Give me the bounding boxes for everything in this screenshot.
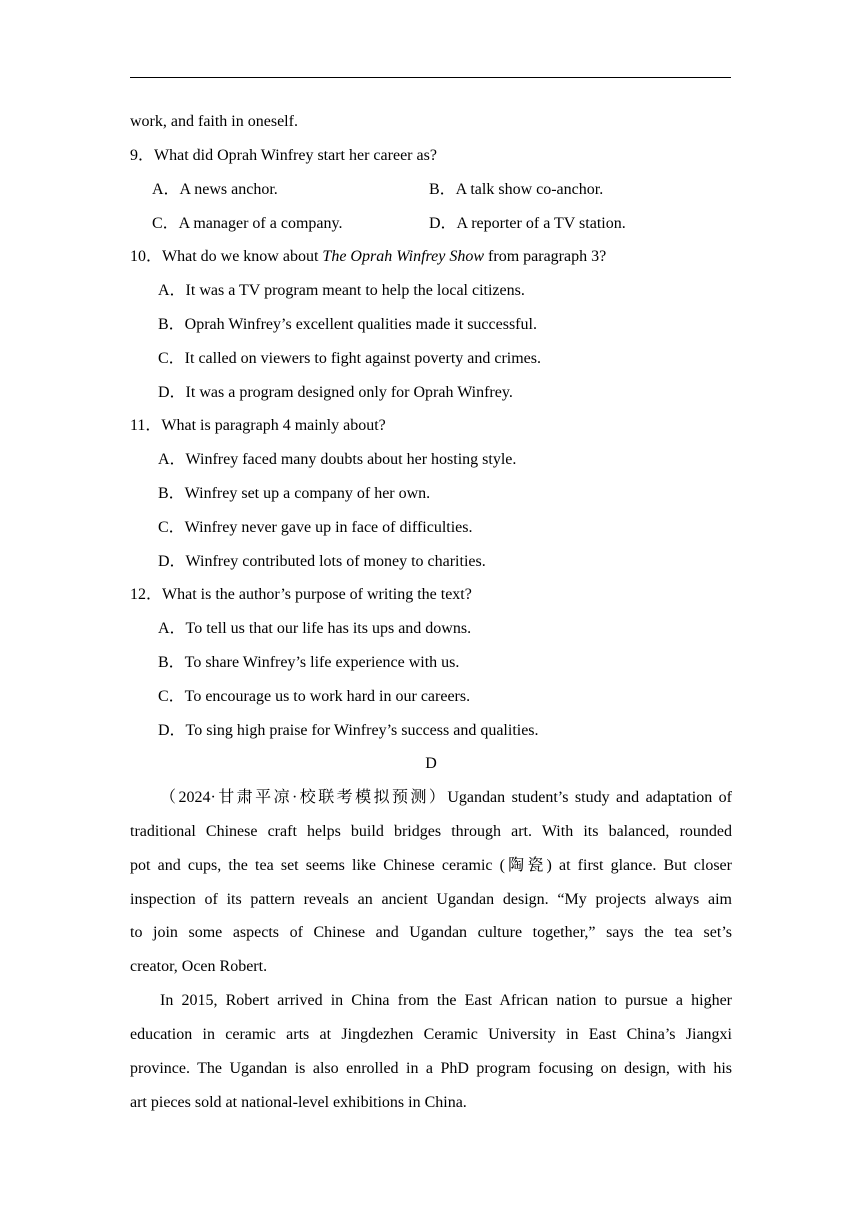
paragraph-1-line: to join some aspects of Chinese and Ugandan culture together,” says the tea set’s — [130, 924, 732, 941]
question-12-option-c: C．To encourage us to work hard in our careers. — [158, 688, 471, 705]
question-10-option-c: C．It called on viewers to fight against poverty and crimes. — [158, 350, 542, 367]
question-10-stem-prefix: 10．What do we know about — [130, 248, 323, 265]
show-title: The Oprah Winfrey Show — [322, 248, 485, 265]
paragraph-2-line: art pieces sold at national-level exhibitions in China. — [130, 1094, 467, 1111]
paragraph-1-line: （2024·甘肃平凉·校联考模拟预测）Ugandan student’s study and adaptation of — [160, 789, 732, 806]
question-10-option-b: B．Oprah Winfrey’s excellent qualities made it successful. — [158, 316, 537, 333]
question-10-option-d: D．It was a program designed only for Oprah Winfrey. — [158, 384, 513, 401]
question-11-option-b: B．Winfrey set up a company of her own. — [158, 485, 431, 502]
paragraph-1-line: inspection of its pattern reveals an ancient Ugandan design. “My projects always aim — [130, 891, 732, 908]
paragraph-2-line: In 2015, Robert arrived in China from the East African nation to pursue a higher — [160, 992, 732, 1009]
question-11-option-d: D．Winfrey contributed lots of money to charities. — [158, 553, 486, 570]
question-9-option-b: B．A talk show co-anchor. — [429, 181, 604, 198]
paragraph-1-line: pot and cups, the tea set seems like Chinese ceramic (陶瓷) at first glance. But closer — [130, 857, 732, 874]
paragraph-1-line: creator, Ocen Robert. — [130, 958, 268, 975]
paragraph-1-line: traditional Chinese craft helps build bridges through art. With its balanced, rounded — [130, 823, 732, 840]
paragraph-2-line: education in ceramic arts at Jingdezhen Ceramic University in East China’s Jiangxi — [130, 1026, 732, 1043]
question-11-stem: 11．What is paragraph 4 mainly about? — [130, 417, 386, 434]
question-9-option-d: D．A reporter of a TV station. — [429, 215, 626, 232]
question-12-option-b: B．To share Winfrey’s life experience with us. — [158, 654, 460, 671]
question-9-option-a: A．A news anchor. — [152, 181, 278, 198]
question-10-option-a: A．It was a TV program meant to help the local citizens. — [158, 282, 525, 299]
question-11-option-c: C．Winfrey never gave up in face of difficulties. — [158, 519, 473, 536]
paragraph-2-line: province. The Ugandan is also enrolled in a PhD program focusing on design, with his — [130, 1060, 732, 1077]
question-10-stem-suffix: from paragraph 3? — [484, 248, 607, 265]
question-12-option-a: A．To tell us that our life has its ups and downs. — [158, 620, 472, 637]
section-heading: D — [425, 755, 437, 772]
question-12-option-d: D．To sing high praise for Winfrey’s success and qualities. — [158, 722, 539, 739]
continuation-text: work, and faith in oneself. — [130, 113, 298, 130]
question-9-option-c: C．A manager of a company. — [152, 215, 343, 232]
header-rule — [130, 77, 731, 78]
question-9-stem: 9．What did Oprah Winfrey start her career as? — [130, 147, 437, 164]
question-12-stem: 12．What is the author’s purpose of writing the text? — [130, 586, 472, 603]
question-11-option-a: A．Winfrey faced many doubts about her hosting style. — [158, 451, 517, 468]
question-10-stem — [130, 247, 606, 267]
